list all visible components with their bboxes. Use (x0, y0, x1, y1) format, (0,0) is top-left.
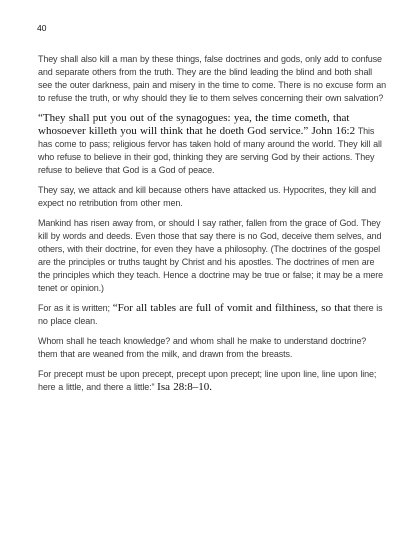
paragraph-5 (38, 302, 386, 328)
paragraph-2-text: This has come to pass; religious fervor has taken hold of many around the world. They kill all who refuse to believe in their god, thinking they are serving God by their actions. They refuse to believe that God is a God of peace. (38, 126, 382, 175)
paragraph-5-lead: For as it is written; (38, 303, 113, 313)
body-text (38, 53, 386, 401)
paragraph-7-text: For precept must be upon precept, precept upon precept; line upon line, line upon line; here a little, and there a little:” (38, 369, 377, 392)
page-number: 40 (37, 23, 47, 33)
paragraph-4: Mankind has risen away from, or should I say rather, fallen from the grace of God. They kill by words and deeds. Even those that say there is no God, deceive them selves, and others, with their doctrine, for even they have a philosophy. (The doctrines of the gospel are the principles or truths taught by Christ and his apostles. The doctrines of men are the principles which they teach. Hence a doctrine may be true or false; it may be a mere tenet or opinion.) (38, 218, 383, 293)
paragraph-3: They say, we attack and kill because others have attacked us. Hypocrites, they kill and expect no retribution from other men. (38, 185, 376, 208)
paragraph-7 (38, 368, 386, 394)
scripture-reference-isaiah: Isa 28:8–10. (157, 381, 213, 393)
paragraph-5-rest: there is no place clean. (38, 303, 383, 326)
scripture-quote-john: “They shall put you out of the synagogues: yea, the time cometh, that whosoever killeth you will think that he doeth God service.” John 16:2 (38, 112, 356, 137)
paragraph-1: They shall also kill a man by these things, false doctrines and gods, only add to confuse and separate others from the truth. They are the blind leading the blind and both shall see the outer darkness, pain and misery in the time to come. There is no excuse form an to refuse the truth, or why should they lie to them selves concerning their own salvation? (38, 54, 386, 103)
scripture-quote-isaiah: “For all tables are full of vomit and filthiness, so that (112, 302, 351, 314)
paragraph-2 (38, 112, 386, 177)
paragraph-6: Whom shall he teach knowledge? and whom shall he make to understand doctrine? them that are weaned from the milk, and drawn from the breasts. (38, 336, 367, 359)
